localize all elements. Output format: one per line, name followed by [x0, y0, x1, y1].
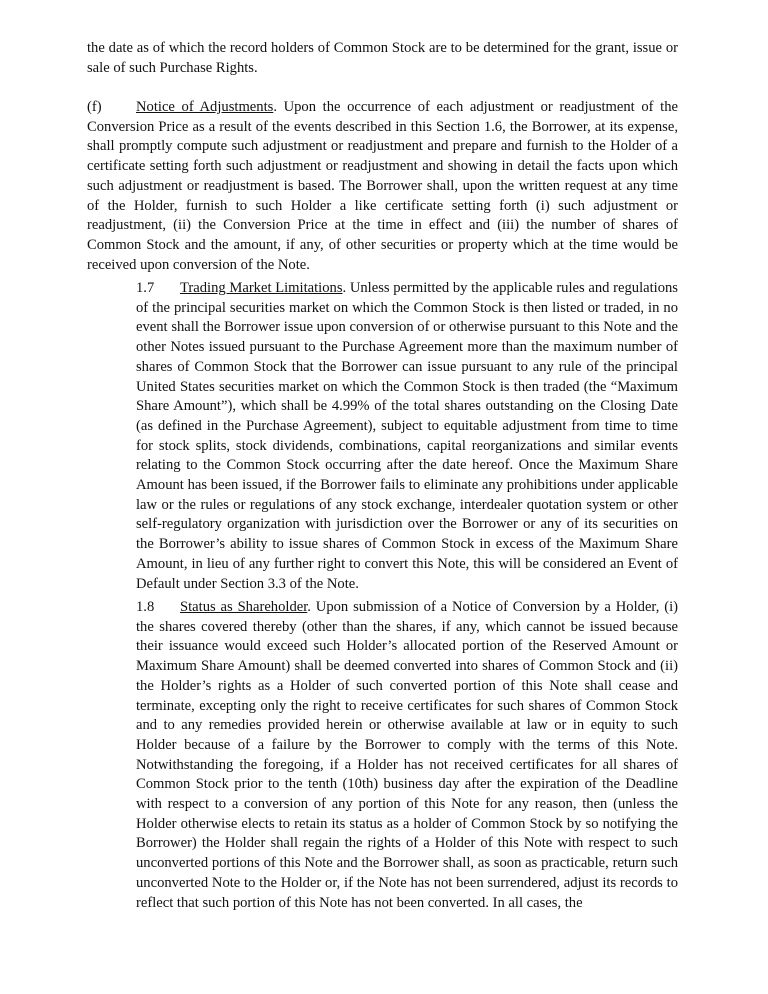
section-heading: Status as Shareholder: [180, 599, 308, 615]
section-f-paragraph: [87, 98, 678, 275]
intro-paragraph: [87, 39, 678, 78]
section-number: 1.8: [136, 599, 155, 615]
section-1-8-paragraph: [136, 598, 678, 913]
section-body: . Upon the occurrence of each adjustment or readjustment of the Conversion Price as a result of the events described in this Section 1.6, the Borrower, at its expense, shall promptly compute such adjustment or readjustment and prepare and furnish to the Holder of a certificate setting forth such adjustment or readjustment and showing in detail the facts upon which such adjustment or readjustment is based. The Borrower shall, upon the written request at any time of the Holder, furnish to such Holder a like certificate setting forth (i) such adjustment or readjustment, (ii) the Conversion Price at the time in effect and (iii) the number of shares of Common Stock and the amount, if any, of other securities or property which at the time would be received upon conversion of the Note.: [87, 99, 678, 273]
section-body: . Upon submission of a Notice of Conversion by a Holder, (i) the shares covered thereby (other than the shares, if any, which cannot be issued because their issuance would exceed such Holder’s allocated portion of the Reserved Amount or Maximum Share Amount) shall be deemed converted into shares of Common Stock and (ii) the Holder’s rights as a Holder of such converted portion of this Note shall cease and terminate, excepting only the right to receive certificates for such shares of Common Stock and to any remedies provided herein or otherwise available at law or in equity to such Holder because of a failure by the Borrower to comply with the terms of this Note. Notwithstanding the foregoing, if a Holder has not received certificates for all shares of Common Stock prior to the tenth (10th) business day after the expiration of the Deadline with respect to a conversion of any portion of this Note for any reason, then (unless the Holder otherwise elects to retain its status as a holder of Common Stock by so notifying the Borrower) the Holder shall regain the rights of a Holder of this Note with respect to such unconverted portions of this Note and the Borrower shall, as soon as practicable, return such unconverted Note to the Holder or, if the Note has not been surrendered, adjust its records to reflect that such portion of this Note has not been converted. In all cases, the: [136, 599, 678, 911]
section-number: (f): [87, 99, 102, 115]
section-heading: Trading Market Limitations: [180, 280, 343, 296]
section-heading: Notice of Adjustments: [136, 99, 274, 115]
section-body: . Unless permitted by the applicable rules and regulations of the principal securities market on which the Common Stock is then listed or traded, in no event shall the Borrower issue upon conversion of or otherwise pursuant to this Note and the other Notes issued pursuant to the Purchase Agreement more than the maximum number of shares of Common Stock that the Borrower can issue pursuant to any rule of the principal United States securities market on which the Common Stock is then traded (the “Maximum Share Amount”), which shall be 4.99% of the total shares outstanding on the Closing Date (as defined in the Purchase Agreement), subject to equitable adjustment from time to time for stock splits, stock dividends, combinations, capital reorganizations and similar events relating to the Common Stock occurring after the date hereof. Once the Maximum Share Amount has been issued, if the Borrower fails to eliminate any prohibitions under applicable law or the rules or regulations of any stock exchange, interdealer quotation system or other self-regulatory organization with jurisdiction over the Borrower or any of its securities on the Borrower’s ability to issue shares of Common Stock in excess of the Maximum Share Amount, in lieu of any further right to convert this Note, this will be considered an Event of Default under Section 3.3 of the Note.: [136, 280, 678, 592]
intro-text: the date as of which the record holders of Common Stock are to be determined for the grant, issue or sale of such Purchase Rights.: [87, 40, 678, 76]
section-1-7-paragraph: [136, 279, 678, 594]
section-number: 1.7: [136, 280, 155, 296]
